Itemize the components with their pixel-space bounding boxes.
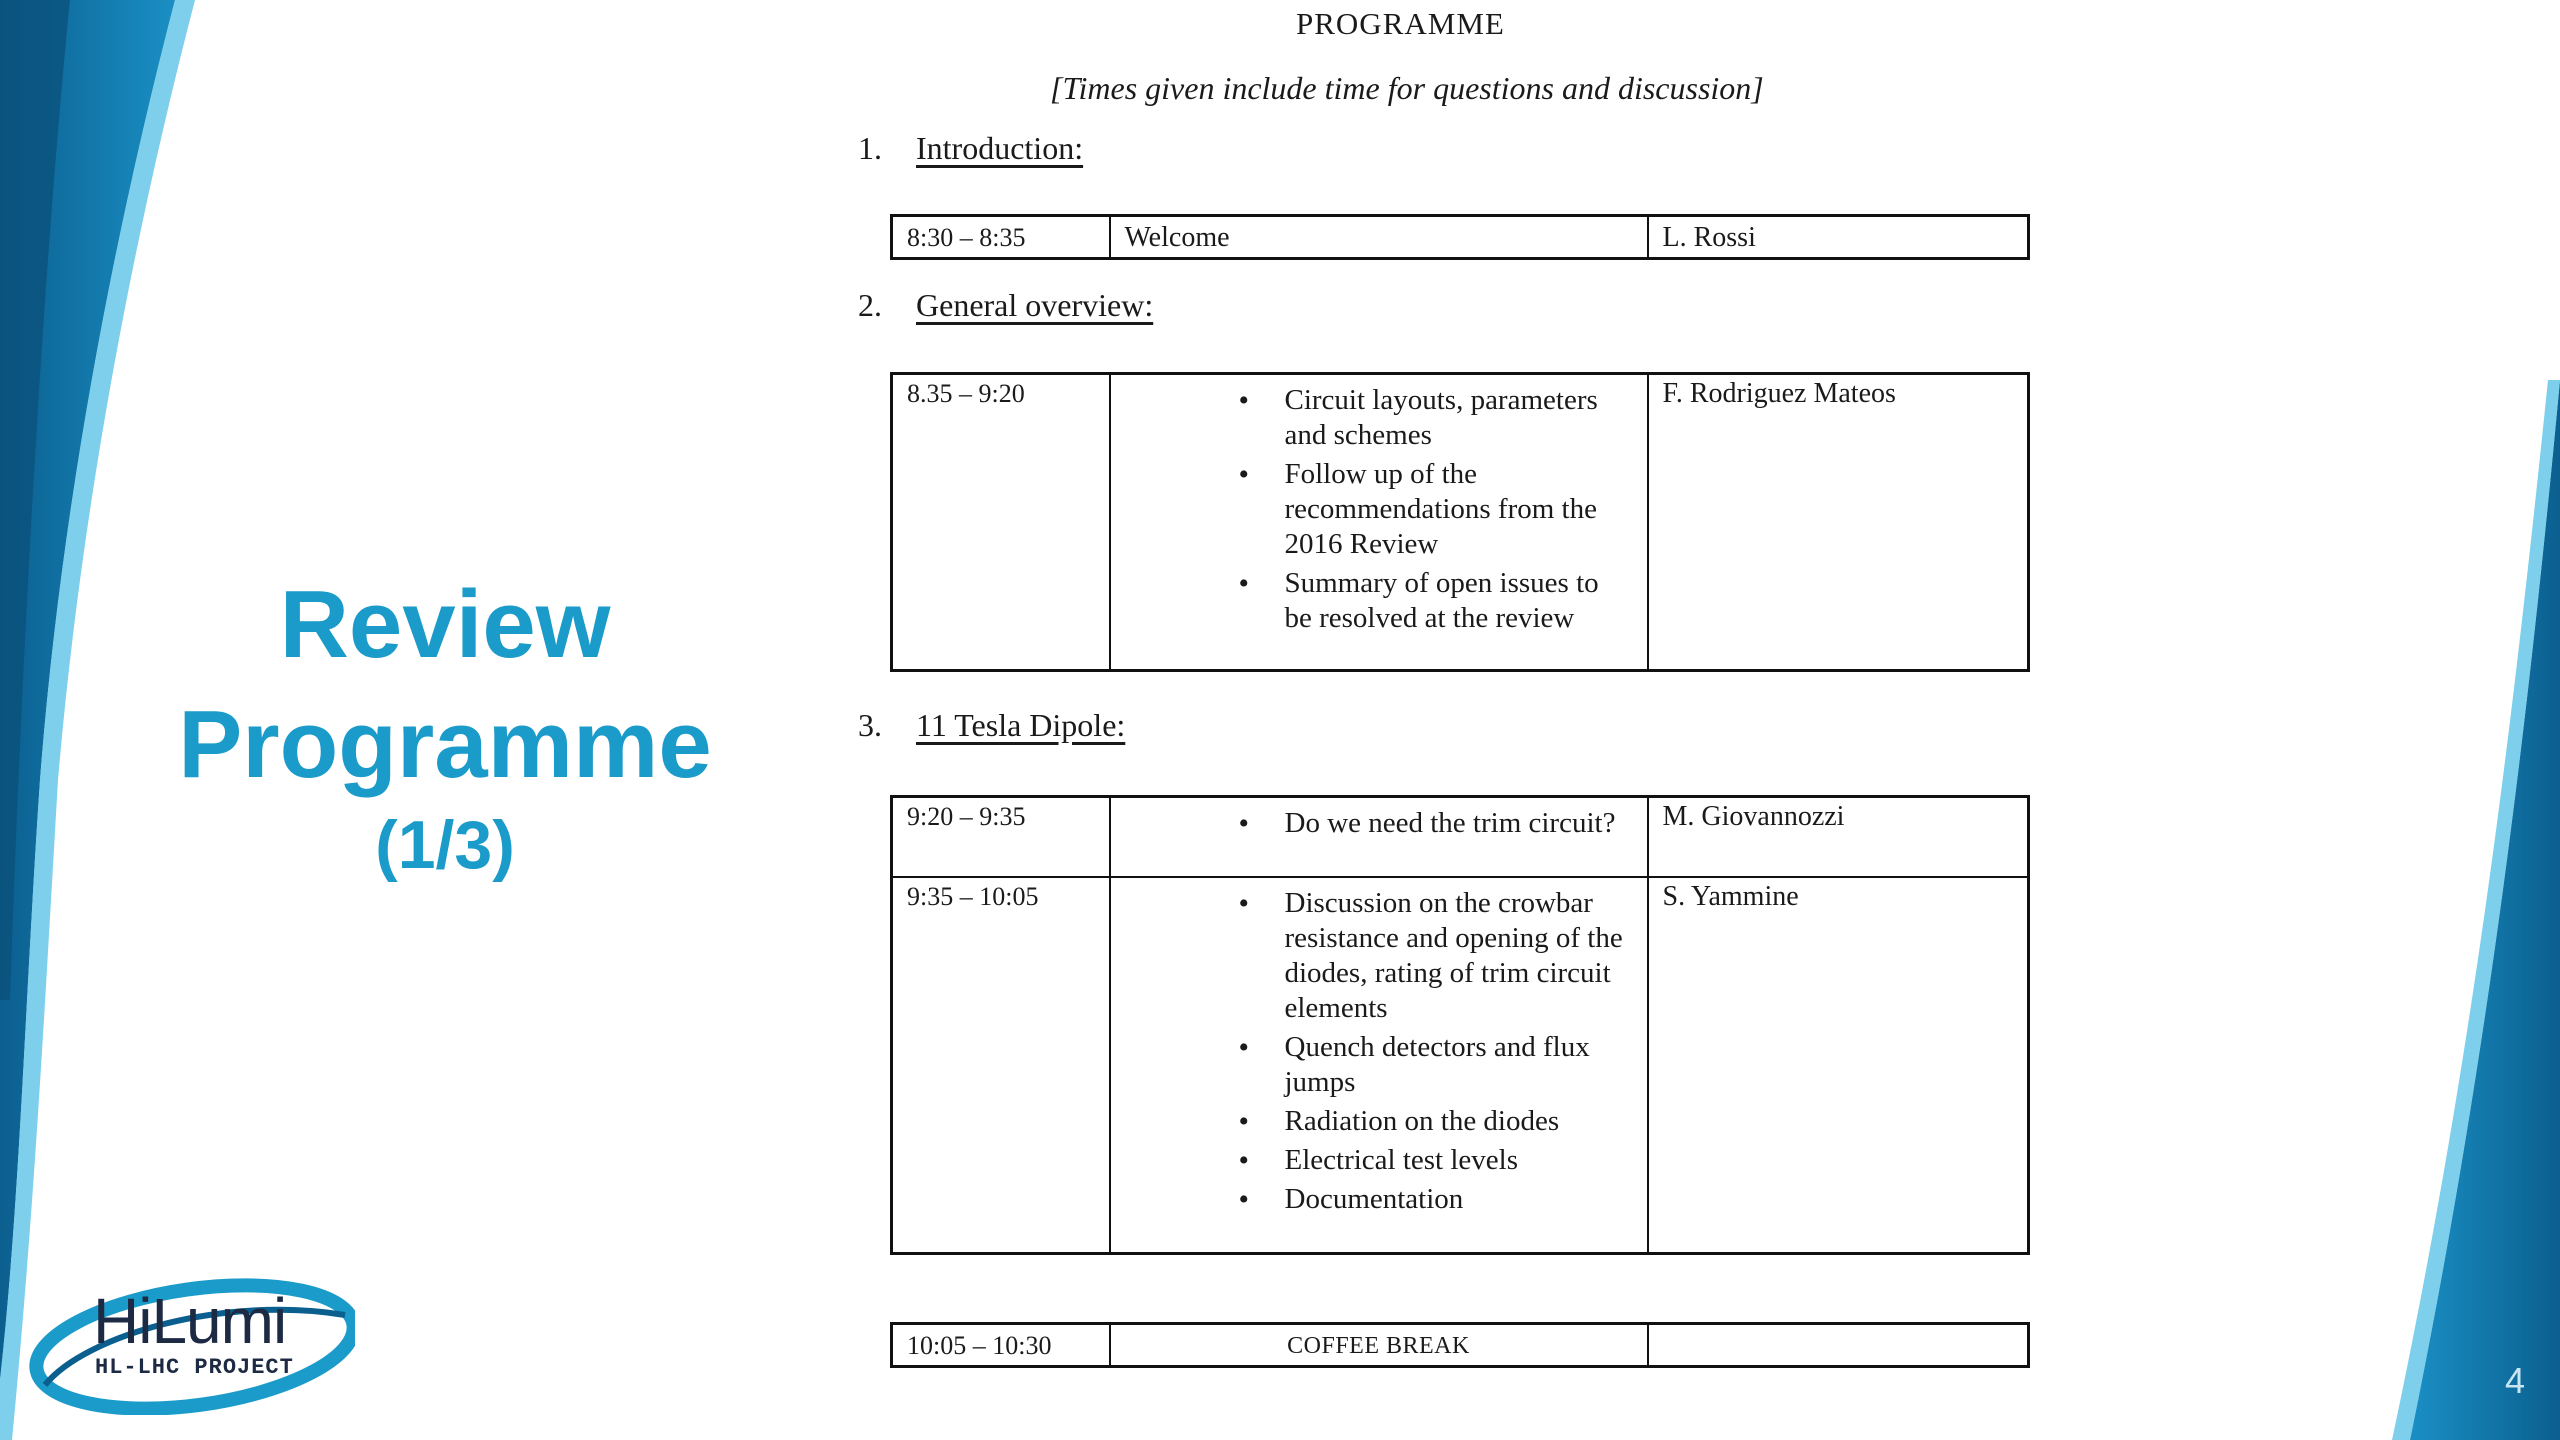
right-decorative-swoosh xyxy=(2380,0,2560,1440)
topic-bullet-list xyxy=(1125,383,1633,636)
hilumi-logo xyxy=(25,1275,355,1415)
page-number: 4 xyxy=(2505,1360,2526,1401)
time-cell: 8:30 – 8:35 xyxy=(892,216,1110,259)
speaker-cell xyxy=(1648,1324,2029,1367)
list-item: • Radiation on the diodes xyxy=(1125,1104,1633,1139)
time-cell: 10:05 – 10:30 xyxy=(892,1324,1110,1367)
section-title: 11 Tesla Dipole: xyxy=(916,707,1126,743)
table-row xyxy=(892,216,2029,259)
list-item: • Do we need the trim circuit? xyxy=(1125,806,1633,841)
list-item: • Summary of open issues to be resolved at the review xyxy=(1125,566,1633,636)
time-cell: 8.35 – 9:20 xyxy=(892,374,1110,671)
logo-subtitle: HL-LHC PROJECT xyxy=(95,1355,294,1380)
section-heading xyxy=(858,130,1083,167)
list-item: • Quench detectors and flux jumps xyxy=(1125,1030,1633,1100)
topic-cell xyxy=(1110,374,1648,671)
break-label-cell: COFFEE BREAK xyxy=(1110,1324,1648,1367)
section-heading xyxy=(858,287,1153,324)
list-item: • Follow up of the recommendations from the 2016 Review xyxy=(1125,457,1633,562)
document-heading: PROGRAMME xyxy=(1296,6,1505,41)
slide-title-line1: Review xyxy=(279,571,611,678)
section-title: Introduction: xyxy=(916,130,1084,166)
list-item: • Discussion on the crowbar resistance and opening of the diodes, rating of trim circuit elements xyxy=(1125,886,1633,1026)
slide-title-page-indicator: (1/3) xyxy=(375,807,515,883)
speaker-cell: S. Yammine xyxy=(1648,877,2029,1254)
topic-cell: Welcome xyxy=(1110,216,1648,259)
time-cell: 9:35 – 10:05 xyxy=(892,877,1110,1254)
list-item: • Electrical test levels xyxy=(1125,1143,1633,1178)
topic-cell xyxy=(1110,797,1648,878)
section-title: General overview: xyxy=(916,287,1154,323)
speaker-cell: M. Giovannozzi xyxy=(1648,797,2029,878)
document-note: [Times given include time for questions and discussion] xyxy=(1050,70,1764,106)
table-row xyxy=(892,877,2029,1254)
section-number: 1. xyxy=(858,130,882,166)
speaker-cell: L. Rossi xyxy=(1648,216,2029,259)
table-row xyxy=(892,374,2029,671)
topic-cell xyxy=(1110,877,1648,1254)
schedule-table-coffee-break xyxy=(890,1322,2030,1368)
time-cell: 9:20 – 9:35 xyxy=(892,797,1110,878)
topic-bullet-list xyxy=(1125,886,1633,1217)
speaker-cell: F. Rodriguez Mateos xyxy=(1648,374,2029,671)
section-number: 3. xyxy=(858,707,882,743)
table-row xyxy=(892,797,2029,878)
slide-title-line2: Programme xyxy=(178,691,712,798)
topic-bullet-list xyxy=(1125,806,1633,841)
logo-name: HiLumi xyxy=(93,1285,287,1357)
section-heading xyxy=(858,707,1125,744)
schedule-table-introduction xyxy=(890,214,2030,260)
section-number: 2. xyxy=(858,287,882,323)
table-row xyxy=(892,1324,2029,1367)
schedule-table-general-overview xyxy=(890,372,2030,672)
list-item: • Documentation xyxy=(1125,1182,1633,1217)
list-item: • Circuit layouts, parameters and schemes xyxy=(1125,383,1633,453)
schedule-table-11-tesla-dipole xyxy=(890,795,2030,1255)
